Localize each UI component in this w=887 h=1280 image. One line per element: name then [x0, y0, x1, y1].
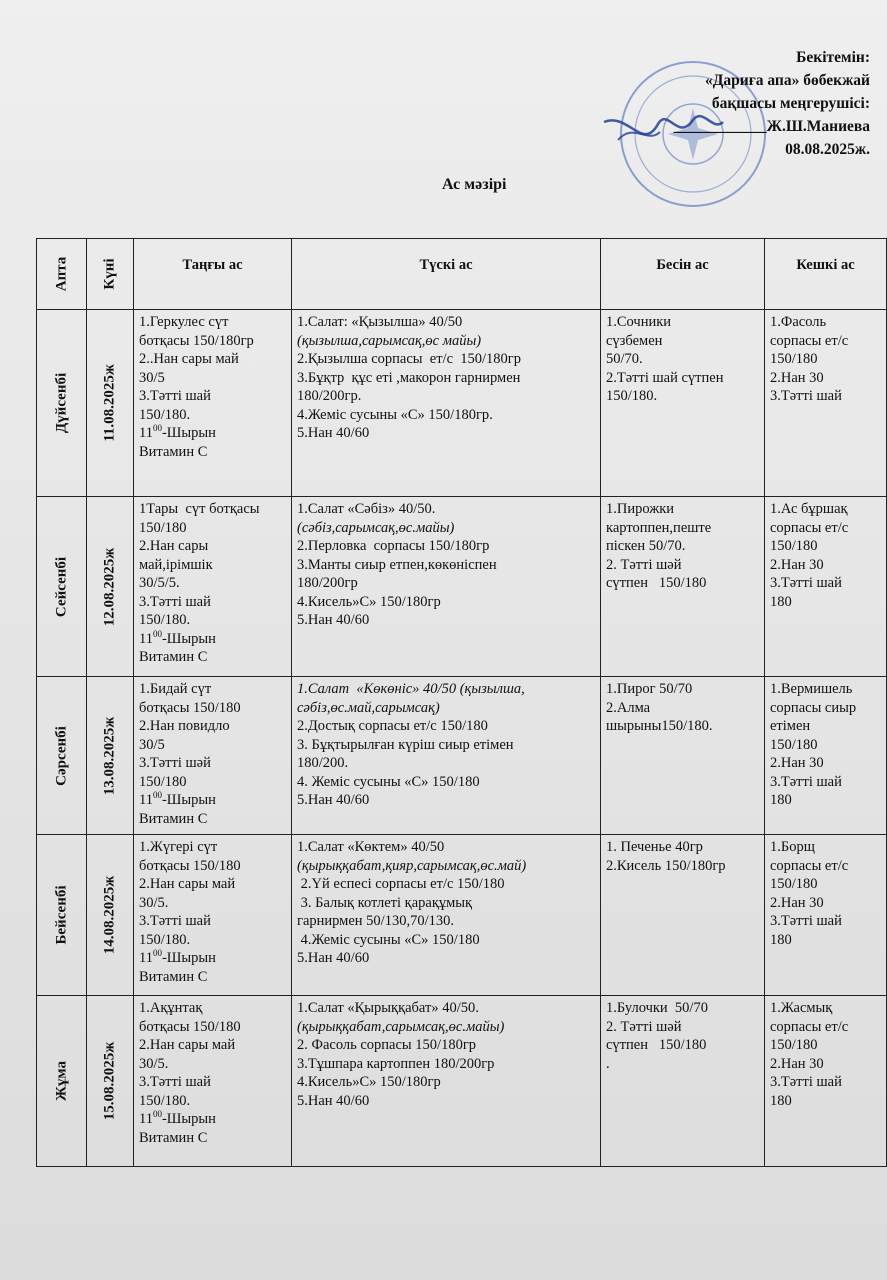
menu-line: 3.Тәтті шай	[139, 388, 211, 404]
menu-line: ботқасы 150/180	[139, 857, 241, 874]
menu-line: 180	[770, 1092, 792, 1109]
menu-line: 1.Борщ	[770, 839, 815, 855]
menu-line: 150/180	[770, 538, 818, 554]
menu-line: 3.Манты сиыр етпен,көкөніспен	[297, 556, 497, 573]
menu-line: (қырыққабат,қияр,сарымсақ,өс.май)	[297, 857, 527, 874]
menu-line: сорпасы ет/с	[770, 1018, 849, 1035]
menu-line: 1.Салат: «Қызылша» 40/50	[297, 314, 463, 330]
menu-line: 3.Тәтті шай	[770, 773, 842, 790]
menu-line: сорпасы ет/с	[770, 332, 849, 349]
menu-line: 1Тары сүт ботқасы	[139, 501, 260, 517]
menu-line: 180	[770, 593, 792, 610]
table-row	[37, 835, 887, 996]
menu-line: 1.Салат «Көктем» 40/50	[297, 839, 445, 855]
menu-line: 150/180.	[139, 406, 191, 423]
menu-line: 2. Фасоль сорпасы 150/180гр	[297, 1037, 477, 1053]
vitamin-line: Витамин С	[139, 1129, 208, 1146]
menu-line: 3.Тәтті шай	[139, 1074, 211, 1090]
menu-line: 2.Нан 30	[770, 894, 824, 911]
menu-line: 2.Нан сары	[139, 538, 209, 554]
menu-line: 1.Жасмық	[770, 1000, 833, 1016]
menu-line: 2. Тәтті шәй	[606, 1018, 682, 1035]
menu-line: 2.Кисель 150/180гр	[606, 857, 726, 874]
menu-line: піскен 50/70.	[606, 538, 686, 554]
header-lunch: Түскі ас	[292, 239, 601, 310]
menu-line: 30/5.	[139, 894, 169, 911]
table-row	[37, 677, 887, 835]
menu-line: 2.Нан 30	[770, 556, 824, 573]
menu-line: 180	[770, 931, 792, 948]
approval-date: 08.08.2025ж.	[785, 141, 870, 158]
menu-line: 180	[770, 792, 792, 808]
menu-line: 2.Нан 30	[770, 1055, 824, 1072]
menu-line: 2.Нан 30	[770, 755, 824, 771]
day-cell: Сейсенбі	[37, 497, 87, 677]
menu-line: сүзбемен	[606, 332, 663, 349]
menu-line: 30/5.	[139, 1055, 169, 1072]
vitamin-line: Витамин С	[139, 968, 208, 985]
breakfast-cell	[134, 835, 292, 996]
date-cell: 14.08.2025ж	[87, 835, 134, 996]
menu-line: 30/5	[139, 736, 165, 753]
vitamin-line: Витамин С	[139, 810, 208, 827]
menu-table	[36, 238, 887, 1167]
menu-line: 4.Жеміс сусыны «С» 150/180	[297, 931, 480, 948]
director-title: бақшасы меңгерушісі:	[711, 95, 870, 112]
lunch-cell	[292, 677, 601, 835]
menu-line: 3.Тұшпара картоппен 180/200гр	[297, 1055, 495, 1072]
date-cell: 12.08.2025ж	[87, 497, 134, 677]
menu-line: 30/5/5.	[139, 575, 180, 591]
menu-line: 1.Сочники	[606, 314, 672, 330]
dinner-cell	[765, 310, 887, 497]
menu-line: 2..Нан сары май	[139, 351, 239, 367]
lunch-cell	[292, 310, 601, 497]
menu-line: 1.Жүгері сүт	[139, 839, 218, 855]
menu-line: ботқасы 150/180	[139, 699, 241, 716]
breakfast-cell	[134, 996, 292, 1167]
menu-line: сорпасы ет/с	[770, 857, 849, 874]
menu-line: 150/180	[770, 736, 818, 753]
menu-line: 5.Нан 40/60	[297, 1092, 370, 1109]
menu-line: май,ірімшік	[139, 556, 213, 573]
table-row	[37, 996, 887, 1167]
menu-line: 1.Салат «Көкөніс» 40/50 (қызылша,	[297, 681, 525, 697]
menu-line: 1.Ақұнтақ	[139, 1000, 203, 1016]
menu-line: 150/180.	[139, 612, 191, 628]
menu-line: 3.Тәтті шәй	[139, 755, 211, 771]
menu-line: 1.Булочки 50/70	[606, 1000, 708, 1016]
dinner-cell	[765, 497, 887, 677]
breakfast-cell	[134, 497, 292, 677]
director-signature-line: ____________Ж.Ш.Маниева	[673, 118, 870, 135]
snack-cell	[601, 497, 765, 677]
header-snack: Бесін ас	[601, 239, 765, 310]
table-row	[37, 310, 887, 497]
day-cell: Дүйсенбі	[37, 310, 87, 497]
menu-line: 50/70.	[606, 351, 643, 367]
day-cell: Жұма	[37, 996, 87, 1167]
menu-line: 2.Үй еспесі сорпасы ет/с 150/180	[297, 876, 505, 892]
menu-table-body	[37, 310, 887, 1167]
lunch-cell	[292, 996, 601, 1167]
day-cell: Бейсенбі	[37, 835, 87, 996]
menu-line: сәбіз,өс.май,сарымсақ)	[297, 699, 440, 716]
juice-time-line: $11^{00}$-Шырын	[139, 790, 216, 808]
menu-line: 2.Достық сорпасы ет/с 150/180	[297, 718, 488, 734]
menu-line: 4.Жеміс сусыны «С» 150/180гр.	[297, 406, 493, 423]
juice-time-line: $11^{00}$-Шырын	[139, 1109, 216, 1127]
menu-line: 2.Алма	[606, 699, 651, 716]
lunch-cell	[292, 497, 601, 677]
menu-line: 150/180	[770, 351, 818, 367]
menu-line: 30/5	[139, 369, 165, 386]
menu-line: 1. Печенье 40гр	[606, 839, 703, 855]
menu-line: гарнирмен 50/130,70/130.	[297, 913, 454, 929]
menu-line: 2.Нан повидло	[139, 718, 230, 734]
dinner-cell	[765, 677, 887, 835]
menu-line: 150/180	[139, 519, 187, 536]
menu-line: 150/180	[770, 876, 818, 892]
menu-line: 1.Пирожки	[606, 501, 675, 517]
lunch-cell	[292, 835, 601, 996]
menu-line: 5.Нан 40/60	[297, 792, 370, 808]
menu-line: 1.Салат «Қырыққабат» 40/50.	[297, 1000, 479, 1016]
menu-line: 4. Жеміс сусыны «С» 150/180	[297, 773, 480, 790]
menu-line: шырыны150/180.	[606, 718, 713, 734]
menu-line: 2.Нан 30	[770, 369, 824, 386]
menu-line: 2. Тәтті шәй	[606, 556, 682, 573]
menu-line: 1.Фасоль	[770, 314, 827, 330]
menu-line: 150/180.	[139, 1092, 191, 1109]
day-cell: Сәрсенбі	[37, 677, 87, 835]
juice-time-line: $11^{00}$-Шырын	[139, 628, 216, 647]
approval-heading: Бекітемін:	[796, 49, 870, 66]
menu-line: 180/200.	[297, 755, 349, 771]
menu-line: (сәбіз,сарымсақ,өс.майы)	[297, 519, 455, 536]
snack-cell	[601, 310, 765, 497]
menu-line: ботқасы 150/180гр	[139, 332, 254, 349]
menu-line: 1.Вермишель	[770, 681, 853, 697]
menu-line: сүтпен 150/180	[606, 575, 707, 591]
menu-line: (қызылша,сарымсақ,өс майы)	[297, 332, 482, 349]
menu-line: сүтпен 150/180	[606, 1037, 707, 1053]
menu-line: 4.Кисель»С» 150/180гр	[297, 1074, 441, 1090]
menu-line: 2.Тәтті шай сүтпен	[606, 369, 724, 386]
snack-cell	[601, 677, 765, 835]
menu-line: ботқасы 150/180	[139, 1018, 241, 1035]
menu-line: 3.Тәтті шай	[770, 1074, 842, 1090]
snack-cell	[601, 835, 765, 996]
dinner-cell	[765, 835, 887, 996]
menu-line: 2.Нан сары май	[139, 876, 236, 892]
menu-line: 3.Тәтті шай	[139, 913, 211, 929]
menu-line: 5.Нан 40/60	[297, 425, 370, 441]
page-title: Ас мәзірі	[442, 176, 507, 193]
date-cell: 11.08.2025ж	[87, 310, 134, 497]
menu-line: 150/180.	[606, 388, 658, 404]
menu-line: сорпасы сиыр	[770, 699, 857, 716]
menu-line: 1.Ас бұршақ	[770, 501, 848, 517]
approval-block	[600, 46, 870, 161]
snack-cell	[601, 996, 765, 1167]
menu-line: 5.Нан 40/60	[297, 950, 370, 966]
menu-line: 3.Тәтті шай	[770, 575, 842, 591]
kindergarten-name: «Дариға апа» бөбекжай	[704, 72, 870, 89]
header-date: Күні	[87, 239, 134, 310]
menu-line: 2.Қызылша сорпасы ет/с 150/180гр	[297, 351, 521, 367]
menu-line: 3. Балық котлеті қарақұмық	[297, 894, 473, 911]
vitamin-line: Витамин С	[139, 649, 208, 665]
juice-time-line: $11^{00}$-Шырын	[139, 948, 216, 966]
menu-line: 1.Геркулес сүт	[139, 314, 229, 330]
menu-line: 3. Бұқтырылған күріш сиыр етімен	[297, 736, 514, 753]
date-cell: 15.08.2025ж	[87, 996, 134, 1167]
menu-line: 1.Бидай сүт	[139, 681, 212, 697]
menu-line: (қырыққабат,сарымсақ,өс.майы)	[297, 1018, 505, 1035]
header-dinner: Кешкі ас	[765, 239, 887, 310]
menu-line: сорпасы ет/с	[770, 519, 849, 536]
menu-line: етімен	[770, 718, 811, 734]
menu-line: 3.Бұқтр құс еті ,макорон гарнирмен	[297, 369, 521, 386]
menu-line: 180/200гр.	[297, 388, 362, 404]
header-breakfast: Таңғы ас	[134, 239, 292, 310]
breakfast-cell	[134, 677, 292, 835]
menu-line: 4.Кисель»С» 150/180гр	[297, 593, 441, 610]
menu-line: .	[606, 1055, 610, 1072]
date-cell: 13.08.2025ж	[87, 677, 134, 835]
vitamin-line: Витамин С	[139, 443, 208, 460]
menu-line: 2.Нан сары май	[139, 1037, 236, 1053]
menu-line: 3.Тәтті шай	[139, 593, 211, 610]
breakfast-cell	[134, 310, 292, 497]
menu-line: 150/180.	[139, 931, 191, 948]
menu-line: 150/180	[139, 773, 187, 790]
juice-time-line: $11^{00}$-Шырын	[139, 423, 216, 441]
menu-line: 3.Тәтті шай	[770, 913, 842, 929]
menu-line: 3.Тәтті шай	[770, 388, 842, 404]
menu-line: 5.Нан 40/60	[297, 612, 370, 628]
menu-line: 1.Салат «Сәбіз» 40/50.	[297, 501, 436, 517]
menu-line: 180/200гр	[297, 575, 358, 591]
dinner-cell	[765, 996, 887, 1167]
menu-line: картоппен,пеште	[606, 519, 712, 536]
menu-line: 150/180	[770, 1037, 818, 1053]
header-week: Апта	[37, 239, 87, 310]
menu-line: 2.Перловка сорпасы 150/180гр	[297, 538, 490, 554]
menu-line: 1.Пирог 50/70	[606, 681, 693, 697]
table-row	[37, 497, 887, 677]
table-header-row	[37, 239, 887, 310]
